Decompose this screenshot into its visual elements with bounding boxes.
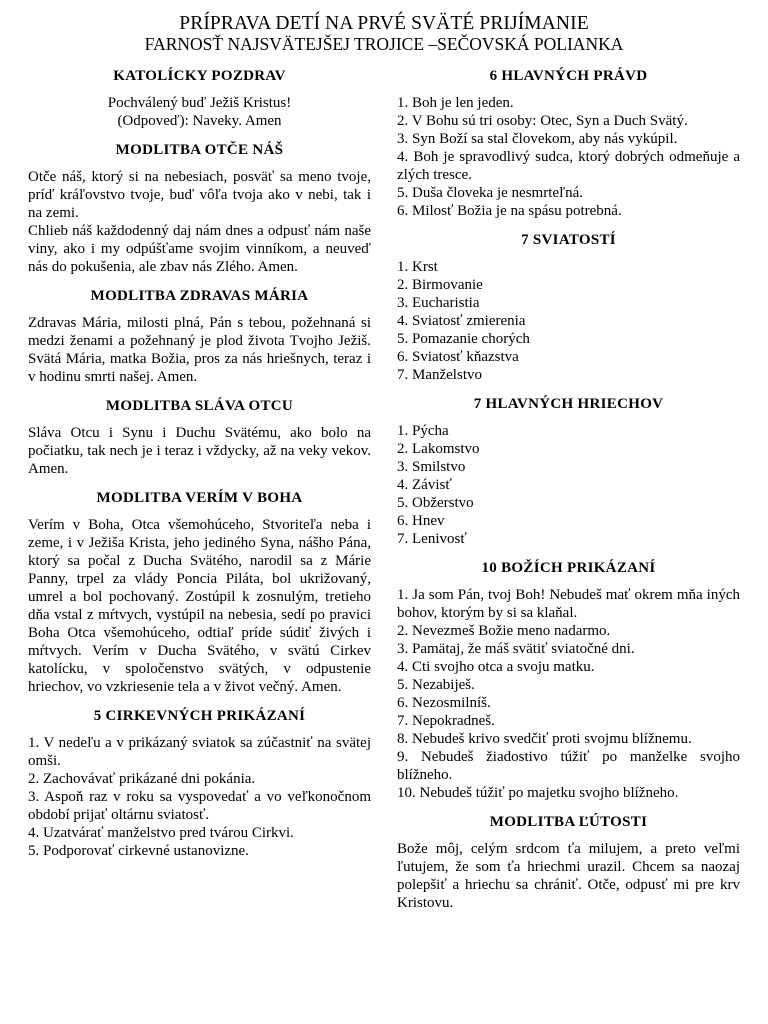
list-item: 1. Pýcha — [397, 423, 449, 439]
list-item: 6. Milosť Božia je na spásu potrebná. — [397, 203, 622, 219]
list-item: 2. V Bohu sú tri osoby: Otec, Syn a Duch Svätý. — [397, 113, 688, 129]
list-item: 3. Eucharistia — [397, 295, 480, 311]
section-pravdy — [397, 66, 740, 220]
section-heading: 5 CIRKEVNÝCH PRIKÁZANÍ — [93, 708, 306, 724]
section-heading: 7 SVIATOSTÍ — [521, 232, 616, 248]
list-item: 5. Podporovať cirkevné ustanovizne. — [28, 843, 249, 859]
prayer-text: Chlieb náš každodenný daj nám dnes a odpusť nám naše viny, ako i my odpúšťame svojim vinníkom, a neuveď nás do pokušenia, ale zbav nás Zlého. Amen. — [28, 223, 371, 275]
section-lutost — [397, 812, 740, 912]
sacraments-list — [397, 258, 740, 384]
section-hriechy — [397, 394, 740, 548]
list-item: 1. V nedeľu a v prikázaný sviatok sa zúčastniť na svätej omši. — [28, 735, 371, 769]
response-line: (Odpoveď): Naveky. Amen — [117, 113, 282, 129]
list-item: 1. Krst — [397, 259, 438, 275]
section-heading: 7 HLAVNÝCH HRIECHOV — [473, 396, 664, 412]
section-heading: MODLITBA VERÍM V BOHA — [96, 490, 303, 506]
list-item: 5. Nezabiješ. — [397, 677, 475, 693]
list-item: 2. Lakomstvo — [397, 441, 480, 457]
list-item: 2. Zachovávať prikázané dni pokánia. — [28, 771, 256, 787]
section-cirkevne — [28, 706, 371, 860]
section-heading: MODLITBA OTČE NÁŠ — [115, 142, 284, 158]
section-sviatosti — [397, 230, 740, 384]
truths-list — [397, 94, 740, 220]
list-item: 4. Závisť — [397, 477, 452, 493]
section-prikazania — [397, 558, 740, 802]
list-item: 6. Sviatosť kňazstva — [397, 349, 519, 365]
list-item: 9. Nebudeš žiadostivo túžiť po manželke svojho blížneho. — [397, 749, 740, 783]
section-heading: KATOLÍCKY POZDRAV — [113, 68, 286, 84]
prayer-text: Sláva Otcu i Synu i Duchu Svätému, ako bolo na počiatku, tak nech je i teraz i vždycky, až na veky vekov. Amen. — [28, 425, 371, 477]
section-verim — [28, 488, 371, 696]
list-item: 6. Nezosmilníš. — [397, 695, 491, 711]
section-slava — [28, 396, 371, 478]
section-pozdrav — [28, 66, 371, 130]
prayer-text: Bože môj, celým srdcom ťa milujem, a preto veľmi ľutujem, že som ťa hriechmi urazil. Chcem sa naozaj polepšiť a hriechu sa chrániť. Otče, odpusť mi pre krv Kristovu. — [397, 841, 740, 911]
list-item: 4. Uzatvárať manželstvo pred tvárou Cirkvi. — [28, 825, 294, 841]
list-item: 5. Duša človeka je nesmrteľná. — [397, 185, 584, 201]
list-item: 3. Smilstvo — [397, 459, 466, 475]
right-column — [397, 66, 740, 922]
list-item: 6. Hnev — [397, 513, 445, 529]
list-item: 2. Birmovanie — [397, 277, 483, 293]
document-title: PRÍPRAVA DETÍ NA PRVÉ SVÄTÉ PRIJÍMANIE — [179, 13, 589, 34]
section-heading: MODLITBA ZDRAVAS MÁRIA — [90, 288, 309, 304]
list-item: 10. Nebudeš túžiť po majetku svojho blížneho. — [397, 785, 679, 801]
left-column — [28, 66, 371, 922]
commandments-list — [28, 734, 371, 860]
list-item: 3. Pamätaj, že máš svätiť sviatočné dni. — [397, 641, 635, 657]
list-item: 1. Boh je len jeden. — [397, 95, 514, 111]
section-heading: MODLITBA ĽÚTOSTI — [489, 814, 648, 830]
prayer-text: Verím v Boha, Otca všemohúceho, Stvoriteľa neba i zeme, i v Ježiša Krista, jeho jediného Syna, nášho Pána, ktorý sa počal z Ducha Svätého, narodil sa z Márie Panny, trpel za vlády Poncia Piláta, bol ukrižovaný, umrel a bol pochovaný. Zostúpil k zosnulým, tretieho dňa vstal z mŕtvych, vystúpil na nebesia, sedí po pravici Boha Otca všemohúceho, odtiaľ príde súdiť živých i mŕtvych. Verím v Ducha Svätého, v svätú Cirkev katolícku, v spoločenstvo svätých, v odpustenie hriechov, vo vzkriesenie tela a v život večný. Amen. — [28, 517, 371, 695]
section-zdravas — [28, 286, 371, 386]
list-item: 5. Pomazanie chorých — [397, 331, 530, 347]
list-item: 8. Nebudeš krivo svedčiť proti svojmu blížnemu. — [397, 731, 692, 747]
list-item: 1. Ja som Pán, tvoj Boh! Nebudeš mať okrem mňa iných bohov, ktorým by si sa klaňal. — [397, 587, 740, 621]
section-heading: 10 BOŽÍCH PRIKÁZANÍ — [481, 560, 656, 576]
document-subtitle: FARNOSŤ NAJSVÄTEJŠEJ TROJICE –SEČOVSKÁ POLIANKA — [144, 34, 624, 54]
list-item: 4. Sviatosť zmierenia — [397, 313, 526, 329]
prayer-text: Otče náš, ktorý si na nebesiach, posväť sa meno tvoje, príď kráľovstvo tvoje, buď vôľa tvoja ako v nebi, tak i na zemi. — [28, 169, 371, 221]
section-heading: 6 HLAVNÝCH PRÁVD — [489, 68, 648, 84]
sins-list — [397, 422, 740, 548]
list-item: 3. Aspoň raz v roku sa vyspovedať a vo veľkonočnom období prijať oltárnu sviatosť. — [28, 789, 371, 823]
prayer-text: Zdravas Mária, milosti plná, Pán s tebou, požehnaná si medzi ženami a požehnaný je plod života Tvojho Ježiš. Svätá Mária, matka Božia, pros za nás hriešnych, teraz i v hodinu smrti našej. Amen. — [28, 315, 371, 385]
greeting-line: Pochválený buď Ježiš Kristus! — [107, 95, 292, 111]
ten-commandments-list — [397, 586, 740, 802]
list-item: 3. Syn Boží sa stal človekom, aby nás vykúpil. — [397, 131, 678, 147]
section-heading: MODLITBA SLÁVA OTCU — [105, 398, 294, 414]
list-item: 7. Nepokradneš. — [397, 713, 495, 729]
list-item: 5. Obžerstvo — [397, 495, 474, 511]
list-item: 4. Cti svojho otca a svoju matku. — [397, 659, 595, 675]
two-column-body — [28, 66, 740, 922]
list-item: 2. Nevezmeš Božie meno nadarmo. — [397, 623, 611, 639]
list-item: 7. Lenivosť — [397, 531, 467, 547]
list-item: 7. Manželstvo — [397, 367, 482, 383]
section-otce-nas — [28, 140, 371, 276]
list-item: 4. Boh je spravodlivý sudca, ktorý dobrých odmeňuje a zlých tresce. — [397, 149, 740, 183]
